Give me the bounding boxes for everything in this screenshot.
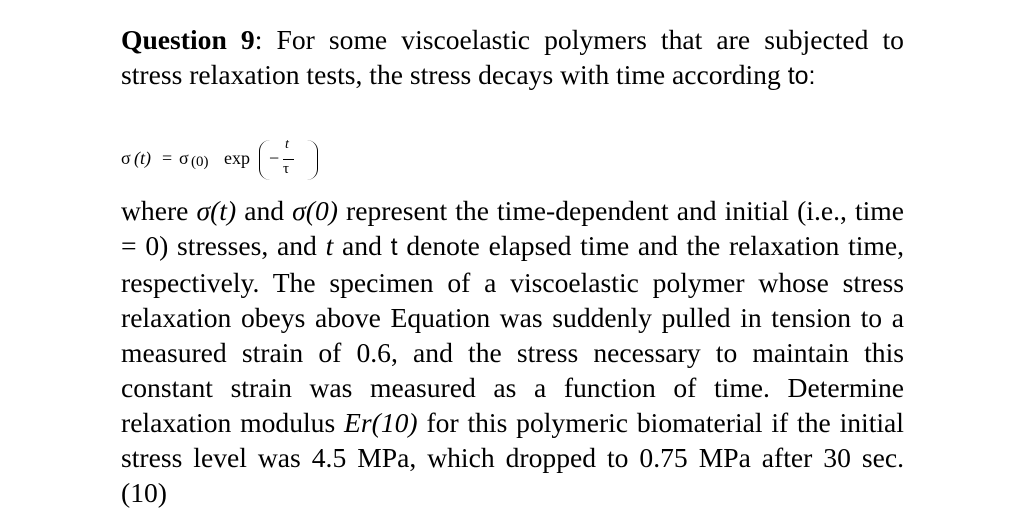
eq-denominator: τ bbox=[283, 161, 290, 177]
body-text-1: where bbox=[121, 195, 197, 226]
eq-equals: = bbox=[162, 148, 173, 168]
eq-lhs-sigma: σ bbox=[121, 148, 131, 168]
body-text-4: and bbox=[333, 230, 391, 261]
eq-rhs-sub: (0) bbox=[191, 154, 209, 170]
eq-numerator: t bbox=[285, 137, 289, 152]
stress-relaxation-equation bbox=[121, 132, 361, 190]
eq-minus: − bbox=[269, 148, 280, 168]
t-variable: t bbox=[325, 230, 334, 261]
question-label: Question 9 bbox=[121, 24, 255, 55]
body-text-6: for this polymeric biomaterial if the initial stress level was 4.5 MPa, which dropped to 0.75 MPa after 30 sec. (10) bbox=[121, 407, 904, 508]
er-10: Er(10) bbox=[344, 407, 418, 438]
eq-rhs-sigma: σ bbox=[179, 148, 189, 168]
body-text-5: denote elapsed time and the relaxation time, respectively. The specimen of a viscoelastic polymer whose stress relaxation obeys above Equation was suddenly pulled in tension to a measured strain of 0.6, and the stress necessary to maintain this constant strain was measured as a function of time. Determine relaxation modulus bbox=[121, 230, 905, 438]
sigma-t: σ(t) bbox=[196, 195, 237, 226]
question-intro-end: to: bbox=[787, 62, 816, 90]
question-intro bbox=[121, 22, 904, 94]
tau-variable: t bbox=[390, 233, 398, 261]
eq-right-paren bbox=[307, 140, 318, 180]
question-intro-text: : For some viscoelastic polymers that are subjected to stress relaxation tests, the stress decays with time according bbox=[121, 24, 904, 90]
body-text-3: represent the time-dependent and initial (i.e., time = 0) stresses, and bbox=[121, 195, 905, 261]
body-text-2: and bbox=[236, 195, 293, 226]
sigma-0: σ(0) bbox=[292, 195, 338, 226]
question-body bbox=[121, 193, 904, 510]
eq-exp: exp bbox=[224, 148, 250, 168]
eq-lhs-arg: (t) bbox=[134, 148, 151, 168]
